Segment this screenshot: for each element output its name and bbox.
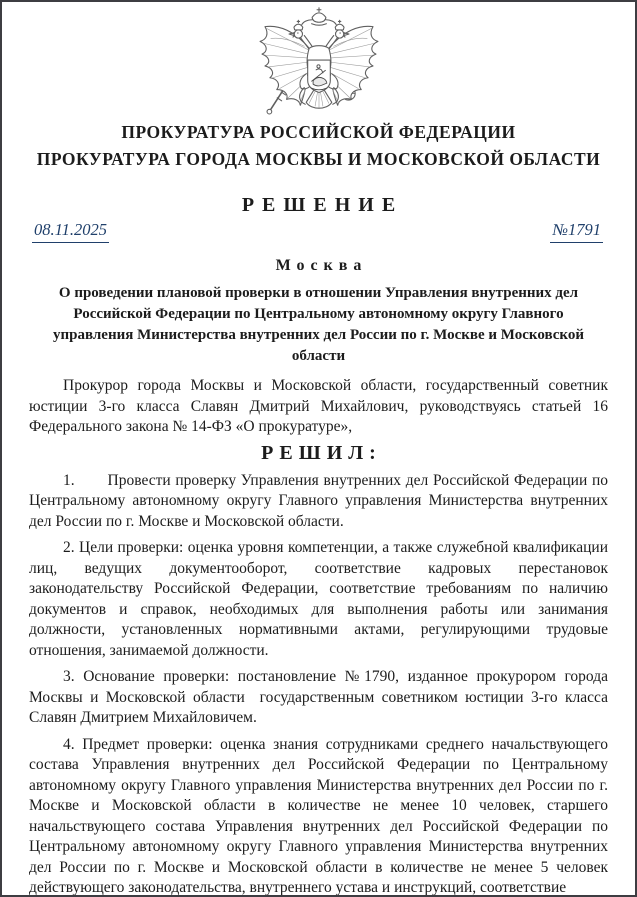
resolution-item-4: 4. Предмет проверки: оценка знания сотрудниками среднего начальствующего состава Управления внутренних дел Российской Федерации по Центральному автономному округу Главного управления Министерства внутренних дел России по г. Москве и Московской области в количестве не менее 10 человек, старшего начальствующего состава Управления внутренних дел Российской Федерации по Центральному автономному округу Главного управления Министерства внутренних дел России по г. Москве и Московской области в количестве не менее 5 человек действующего законодательства, внутреннего устава и инструкций, соответствие: [29, 735, 608, 896]
document-date: 08.11.2025: [32, 219, 109, 243]
resolution-item-1: 1. Провести проверку Управления внутренних дел Российской Федерации по Центральному автономному округу Главного управления Министерства внутренних дел России по г. Москве и Московской области.: [29, 471, 608, 530]
org-name-line1: ПРОКУРАТУРА РОССИЙСКОЙ ФЕДЕРАЦИИ: [121, 122, 516, 142]
russian-double-headed-eagle-icon: [254, 7, 384, 119]
document-number: №1791: [550, 219, 603, 243]
resolution-item-3: 3. Основание проверки: постановление №1790, изданное прокурором города Москвы и Московской области государственным советником юстиции 3-го класса Славян Дмитрием Михайловичем.: [29, 668, 608, 726]
date-number-row: [2, 219, 635, 243]
document-type-heading: РЕШЕНИЕ: [241, 194, 404, 216]
org-name-line2: ПРОКУРАТУРА ГОРОДА МОСКВЫ И МОСКОВСКОЙ ОБЛАСТИ: [36, 149, 601, 169]
city-line: Москва: [275, 257, 368, 274]
resolution-heading: РЕШИЛ:: [261, 441, 382, 464]
subject-title: О проведении плановой проверки в отношении Управления внутренних дел Российской Федерации по Центральному автономному округу Главного управления Министерства внутренних дел России по г. Москве и Московской области: [52, 285, 584, 364]
resolution-item-2: 2. Цели проверки: оценка уровня компетенции, а также служебной квалификации лиц, ведущих документооборот, соответствие кадровых перестановок законодательству Российской Федерации, соответствие требованиям по наличию документов и справок, необходимых для выполнения работы или занимания должности, установленных нормативными актами, регулирующими трудовые отношения, занимаемой должности.: [29, 539, 608, 659]
coat-of-arms-emblem: [254, 7, 384, 119]
intro-paragraph: Прокурор города Москвы и Московской области, государственный советник юстиции 3-го класса Славян Дмитрий Михайлович, руководствуясь статьей 16 Федерального закона № 14-ФЗ «О прокуратуре»,: [29, 377, 608, 435]
